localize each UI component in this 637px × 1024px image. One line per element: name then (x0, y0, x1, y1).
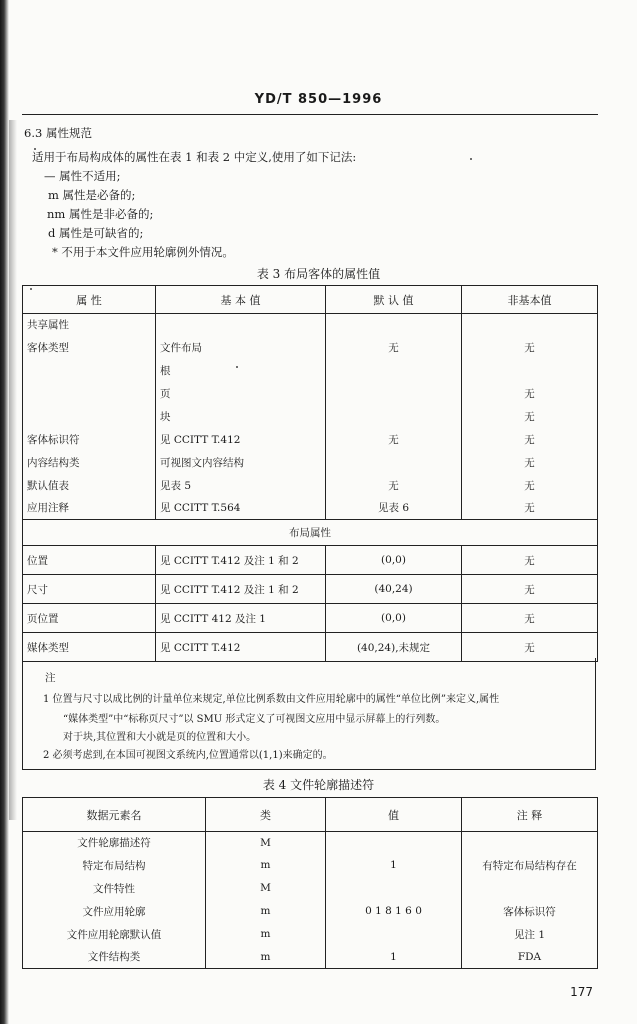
notation-line-2: m 属性是必备的; (48, 188, 136, 202)
table3-cell: (40,24) (326, 575, 462, 604)
table4-cell: 文件应用轮廓 (23, 900, 206, 923)
table3-cell (23, 359, 156, 382)
table3-cell: 应用注释 (23, 497, 156, 520)
table3-cell: 位置 (23, 546, 156, 575)
table3-cell (462, 359, 598, 382)
table3-cell: 见 CCITT 412 及注 1 (156, 604, 326, 633)
table3-cell: 见 CCITT T.412 及注 1 和 2 (156, 575, 326, 604)
table3-cell: 见表 6 (326, 497, 462, 520)
table3 (22, 285, 598, 662)
table3-row (23, 359, 598, 382)
table3-cell (326, 359, 462, 382)
table3-row (23, 451, 598, 474)
table3-cell: 无 (462, 382, 598, 405)
note-line-1: 1 位置与尺寸以成比例的计量单位来规定,单位比例系数由文件应用轮廓中的属性“单位比例”来定义,属性 (43, 694, 500, 705)
table4-row (23, 832, 598, 854)
table4-header-value: 值 (326, 798, 462, 832)
notation-line-1: — 属性不适用; (44, 169, 121, 183)
table3-cell: 默认值表 (23, 474, 156, 497)
table3-row (23, 497, 598, 520)
table3-cell (326, 405, 462, 428)
table3-cell: 见表 5 (156, 474, 326, 497)
table3-cell: 无 (462, 405, 598, 428)
table4-cell (326, 832, 462, 854)
scan-edge-shadow-inner (9, 120, 17, 820)
table3-header-nonbasic: 非基本值 (462, 286, 598, 314)
note-line-4: 2 必须考虑到,在本国可视图文系统内,位置通常以(1,1)来确定的。 (43, 750, 333, 761)
table4-cell: 1 (326, 946, 462, 969)
table3-cell: 无 (462, 633, 598, 662)
page-number: 177 (570, 985, 593, 999)
table3-cell (462, 314, 598, 336)
table3-row (23, 314, 598, 336)
table4-row (23, 877, 598, 900)
table4-cell: 1 (326, 854, 462, 877)
table3-cell: 无 (462, 336, 598, 359)
table3-cell (23, 405, 156, 428)
table4 (22, 797, 598, 969)
table4-cell: 文件应用轮廓默认值 (23, 923, 206, 946)
note-line-3: 对于块,其位置和大小就是页的位置和大小。 (63, 732, 257, 743)
table3-layout-section-row (23, 520, 598, 546)
table3-row (23, 405, 598, 428)
table4-cell: 特定布局结构 (23, 854, 206, 877)
table3-cell: (40,24),未规定 (326, 633, 462, 662)
scan-edge-shadow (0, 0, 9, 1024)
table3-cell: 见 CCITT T.412 (156, 428, 326, 451)
table4-row (23, 900, 598, 923)
table3-row (23, 336, 598, 359)
table3-header-basic: 基 本 值 (156, 286, 326, 314)
table3-cell: 无 (462, 451, 598, 474)
table3-cell (326, 314, 462, 336)
table4-cell: M (206, 877, 326, 900)
table3-cell: 页位置 (23, 604, 156, 633)
table3-row (23, 474, 598, 497)
section-intro: 适用于布局构成体的属性在表 1 和表 2 中定义,使用了如下记法: (32, 150, 357, 164)
table3-cell: 无 (462, 428, 598, 451)
page-header: YD/T 850—1996 (254, 92, 383, 107)
table4-row (23, 923, 598, 946)
table3-cell: (0,0) (326, 604, 462, 633)
scan-speck (34, 148, 36, 150)
table3-cell: 无 (462, 575, 598, 604)
scan-speck (236, 366, 238, 368)
header-rule (22, 114, 598, 115)
table3-common-section: 共享属性 (23, 314, 156, 336)
table4-header-class: 类 (206, 798, 326, 832)
table3-row (23, 428, 598, 451)
table3-cell: 块 (156, 405, 326, 428)
table4-cell: m (206, 946, 326, 969)
table4-cell: M (206, 832, 326, 854)
scan-speck (30, 288, 32, 290)
table4-cell: FDA (462, 946, 598, 969)
table3-cell: 见 CCITT T.412 (156, 633, 326, 662)
table3-row (23, 382, 598, 405)
table3-cell: 内容结构类 (23, 451, 156, 474)
table4-cell: m (206, 854, 326, 877)
table4-cell: m (206, 900, 326, 923)
table3-cell: 页 (156, 382, 326, 405)
table4-cell: 文件特性 (23, 877, 206, 900)
table4-row (23, 854, 598, 877)
table4-cell (326, 877, 462, 900)
table3-cell: 无 (462, 546, 598, 575)
table3-cell: 无 (326, 428, 462, 451)
table3-row (23, 546, 598, 575)
table3-cell: 无 (326, 474, 462, 497)
table3-header-default: 默 认 值 (326, 286, 462, 314)
table4-cell (462, 832, 598, 854)
table4-row (23, 946, 598, 969)
table3-cell (326, 451, 462, 474)
table3-cell: 无 (462, 474, 598, 497)
table3-cell: 客体类型 (23, 336, 156, 359)
table4-cell: 文件轮廓描述符 (23, 832, 206, 854)
table3-cell: 媒体类型 (23, 633, 156, 662)
table4-cell: m (206, 923, 326, 946)
table3-notes (22, 658, 596, 770)
table3-cell: 无 (462, 604, 598, 633)
table4-header-row (23, 798, 598, 832)
table3-cell: 见 CCITT T.564 (156, 497, 326, 520)
notation-line-3: nm 属性是非必备的; (47, 207, 154, 221)
notation-line-4: d 属性是可缺省的; (48, 226, 144, 240)
table4-cell: 0 1 8 1 6 0 (326, 900, 462, 923)
table4-cell (326, 923, 462, 946)
table3-cell (156, 314, 326, 336)
table3-row (23, 604, 598, 633)
table3-cell: (0,0) (326, 546, 462, 575)
table3-cell: 客体标识符 (23, 428, 156, 451)
section-title: 6.3 属性规范 (24, 126, 92, 140)
table3-cell: 无 (462, 497, 598, 520)
notes-title: 注 (45, 672, 56, 684)
table4-cell: 见注 1 (462, 923, 598, 946)
table3-caption: 表 3 布局客体的属性值 (256, 267, 381, 281)
table4-header-comment: 注 释 (462, 798, 598, 832)
table3-cell: 无 (326, 336, 462, 359)
table3-layout-section: 布局属性 (23, 520, 598, 546)
table4-header-element: 数据元素名 (23, 798, 206, 832)
table3-cell (23, 382, 156, 405)
table3-cell: 根 (156, 359, 326, 382)
table4-cell: 有特定布局结构存在 (462, 854, 598, 877)
scan-speck (470, 158, 472, 160)
notation-line-5: * 不用于本文件应用轮廓例外情况。 (52, 245, 234, 259)
note-line-2: “媒体类型”中“标称页尺寸”以 SMU 形式定义了可视图文应用中显示屏幕上的行列数。 (63, 714, 446, 725)
table3-cell: 尺寸 (23, 575, 156, 604)
table3-cell: 可视图文内容结构 (156, 451, 326, 474)
table4-cell: 文件结构类 (23, 946, 206, 969)
table3-row (23, 575, 598, 604)
table3-cell (326, 382, 462, 405)
table4-cell (462, 877, 598, 900)
table3-cell: 见 CCITT T.412 及注 1 和 2 (156, 546, 326, 575)
table3-header-attribute: 属 性 (23, 286, 156, 314)
table3-header-row (23, 286, 598, 314)
table3-cell: 文件布局 (156, 336, 326, 359)
table4-cell: 客体标识符 (462, 900, 598, 923)
table4-caption: 表 4 文件轮廓描述符 (262, 778, 375, 792)
